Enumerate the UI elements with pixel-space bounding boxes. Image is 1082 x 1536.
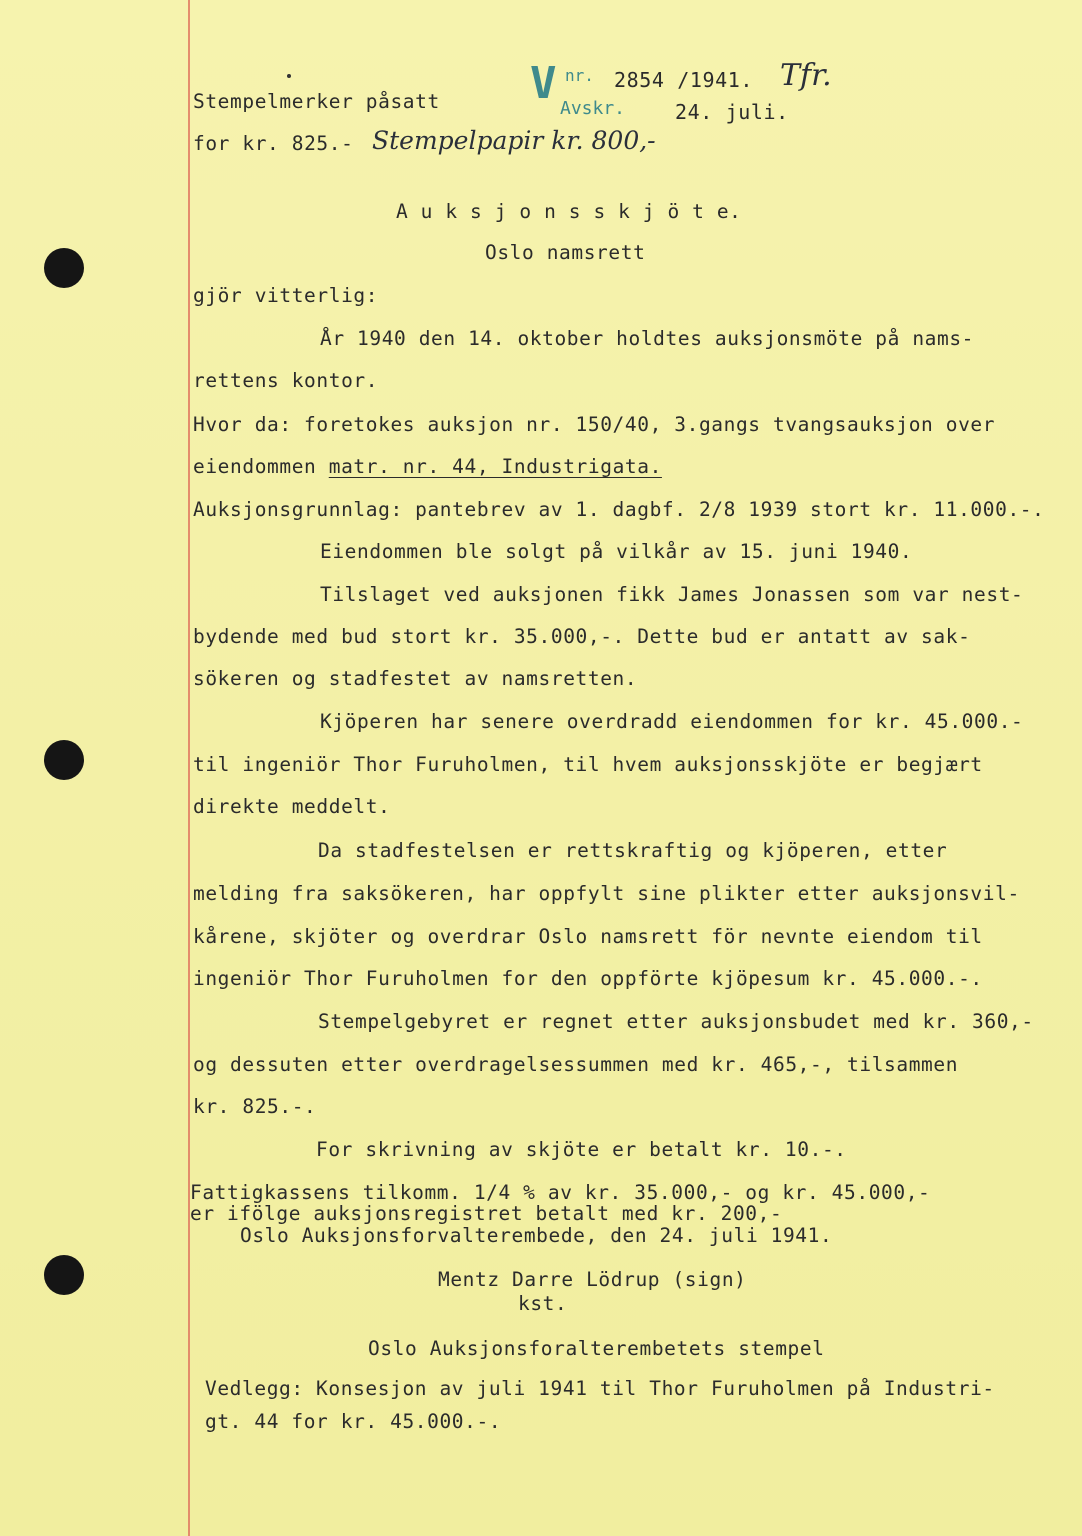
punch-hole: [44, 248, 84, 288]
body-line: År 1940 den 14. oktober holdtes auksjonsmöte på nams-: [320, 327, 975, 350]
register-stamp-mark: V: [530, 58, 557, 109]
body-line: Eiendommen ble solgt på vilkår av 15. juni 1940.: [320, 540, 913, 563]
body-line: kr. 825.-.: [193, 1095, 317, 1118]
intro-text: gjör vitterlig:: [193, 284, 379, 307]
body-line: For skrivning av skjöte er betalt kr. 10.-.: [316, 1138, 847, 1161]
body-line: til ingeniör Thor Furuholmen, til hvem auksjonsskjöte er begjært: [193, 753, 983, 776]
body-line: Kjöperen har senere overdradd eiendommen for kr. 45.000.-: [320, 710, 1024, 733]
margin-rule: [188, 0, 190, 1536]
punch-hole: [44, 1255, 84, 1295]
body-line: melding fra saksökeren, har oppfylt sine plikter etter auksjonsvil-: [193, 882, 1020, 905]
header-date: 24. juli.: [675, 100, 789, 124]
body-line: sökeren og stadfestet av namsretten.: [193, 667, 638, 690]
stamp-note: Oslo Auksjonsforalterembetets stempel: [368, 1337, 825, 1360]
body-line: Stempelgebyret er regnet etter auksjonsbudet med kr. 360,-: [318, 1010, 1034, 1033]
attachment-line: Vedlegg: Konsesjon av juli 1941 til Thor Furuholmen på Industri-: [205, 1377, 995, 1400]
court-name: Oslo namsrett: [485, 241, 646, 264]
body-line: Hvor da: foretokes auksjon nr. 150/40, 3.gangs tvangsauksjon over: [193, 413, 996, 436]
attachment-line: gt. 44 for kr. 45.000.-.: [205, 1410, 502, 1433]
document-heading: A u k s j o n s s k j ö t e.: [396, 200, 742, 223]
register-initials: Tfr.: [780, 58, 832, 93]
punch-hole: [44, 740, 84, 780]
avlyst-label: Avskr.: [560, 98, 626, 119]
body-line: er ifölge auksjonsregistret betalt med kr. 200,-: [190, 1202, 783, 1225]
stamp-amount-prefix: for kr.: [193, 132, 292, 155]
body-line: bydende med bud stort kr. 35.000,-. Dette bud er antatt av sak-: [193, 625, 971, 648]
signature-name: Mentz Darre Lödrup (sign): [438, 1268, 747, 1291]
body-line: ingeniör Thor Furuholmen for den oppförte kjöpesum kr. 45.000.-.: [193, 967, 983, 990]
body-line: direkte meddelt.: [193, 795, 391, 818]
body-line: Fattigkassens tilkomm. 1/4 % av kr. 35.000,- og kr. 45.000,-: [190, 1181, 931, 1204]
stamp-amount: 825.-: [291, 132, 354, 155]
register-no-prefix: nr.: [565, 66, 594, 85]
ink-dot: [287, 74, 291, 78]
register-number: 2854 /1941.: [614, 68, 754, 92]
body-line: rettens kontor.: [193, 369, 379, 392]
stamp-label: Stempelmerker påsatt: [193, 90, 440, 113]
property-reference: matr. nr. 44, Industrigata.: [328, 455, 662, 478]
body-line: kårene, skjöter og overdrar Oslo namsrett för nevnte eiendom til: [193, 925, 983, 948]
body-line: Da stadfestelsen er rettskraftig og kjöperen, etter: [318, 839, 948, 862]
body-line: Auksjonsgrunnlag: pantebrev av 1. dagbf. 2/8 1939 stort kr. 11.000.-.: [193, 498, 1045, 521]
signature-title: kst.: [518, 1292, 568, 1315]
body-line: Tilslaget ved auksjonen fikk James Jonassen som var nest-: [320, 583, 1024, 606]
body-line: Oslo Auksjonsforvalterembede, den 24. juli 1941.: [240, 1224, 833, 1247]
body-line-part: eiendommen: [193, 455, 329, 478]
body-line: [193, 455, 662, 479]
stamp-paper-handwritten: Stempelpapir kr. 800,-: [372, 126, 656, 155]
stamp-amount-line: [193, 132, 353, 156]
body-line: og dessuten etter overdragelsessummen med kr. 465,-, tilsammen: [193, 1053, 959, 1076]
